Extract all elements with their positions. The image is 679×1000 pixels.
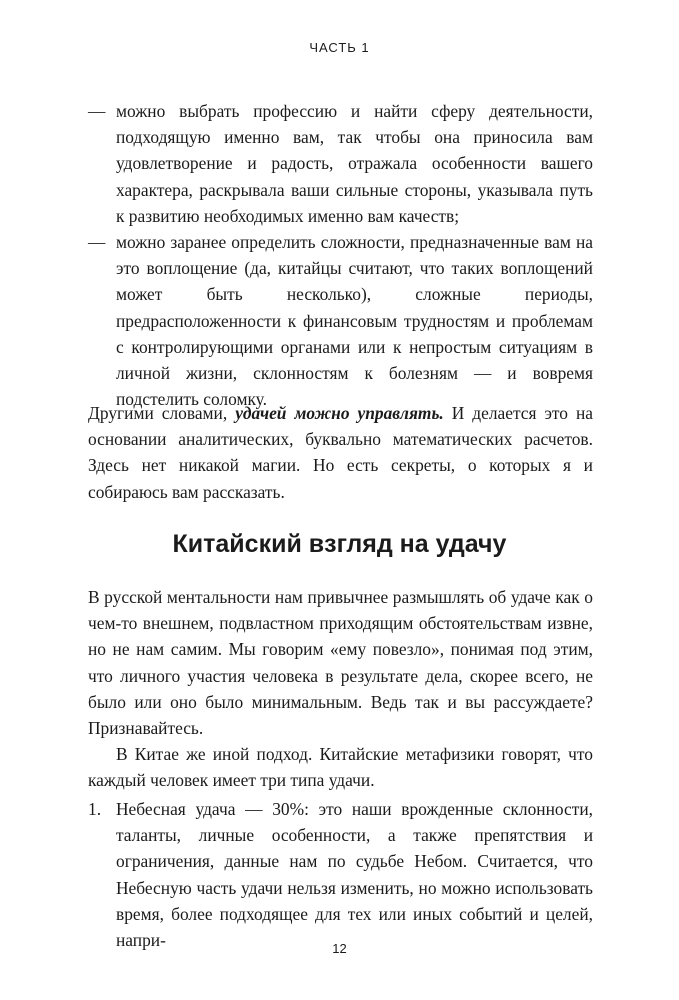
list-item [88, 98, 593, 229]
list-item-text: Небесная удача — 30%: это наши врожденные склонности, таланты, личные особенности, а также препятствия и ограничения, данные нам по судьбе Небом. Считается, что Небесную часть удачи нельзя изменить, но можно использовать время, более подходящее для тех или иных событий и целей, напри- [116, 799, 593, 951]
paragraph: В русской ментальности нам привычнее размышлять об удаче как о чем-то внешнем, подвластном приходящим обстоятельствам извне, но не нам самим. Мы говорим «ему повезло», понимая под этим, что личного участия человека в результате дела, скорее всего, не было или оно было минимальным. Ведь так и вы рассуждаете? Признавайтесь. [88, 587, 593, 739]
list-number: 1. [88, 799, 102, 819]
list-item [88, 796, 593, 953]
paragraph [88, 400, 593, 505]
list-item-text: можно заранее определить сложности, предназначенные вам на это воплощение (да, китайцы считают, что таких воплощений может быть несколько), сложные периоды, предрасположенности к финансовым трудностям и проблемам с контролирующими органами или к непростым ситуациям в личной жизни, склонностям к болезням — и вовремя подстелить соломку. [116, 232, 593, 410]
paragraph-text: Другими словами, [88, 403, 236, 423]
section-heading: Китайский взгляд на удачу [172, 530, 507, 558]
page-number: 12 [332, 941, 347, 956]
paragraph-text: И делается это на основании аналитических, буквально математических расчетов. Здесь нет никакой магии. Но есть секреты, о которых я и собираюсь вам рассказать. [88, 403, 593, 502]
numbered-list [88, 796, 593, 953]
running-header: ЧАСТЬ 1 [309, 40, 370, 55]
dash-marker: — [88, 101, 106, 121]
paragraph: В Китае же иной подход. Китайские метафизики говорят, что каждый человек имеет три типа удачи. [88, 744, 593, 791]
paragraph-summary [88, 400, 593, 505]
list-item [88, 229, 593, 412]
bullet-list [88, 98, 593, 412]
emphasized-text: удачей можно управлять. [235, 403, 444, 423]
dash-marker: — [88, 232, 106, 253]
list-item-text: можно выбрать профессию и найти сферу деятельности, подходящую именно вам, так чтобы она приносила вам удовлетворение и радость, отражала особенности вашего характера, раскрывала ваши сильные стороны, указывала путь к развитию необходимых именно вам качеств; [116, 101, 593, 226]
section-body [88, 584, 593, 794]
